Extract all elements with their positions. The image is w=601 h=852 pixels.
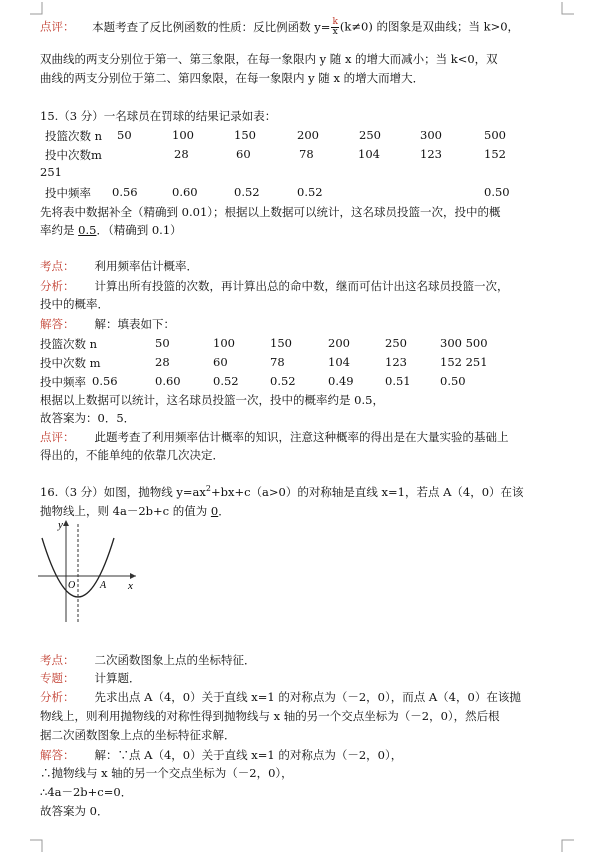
q15-cell: 123 [420, 147, 442, 161]
q15-cell: 500 [484, 128, 506, 142]
q16-final: 故答案为 0． [40, 804, 109, 818]
q16-line2: 抛物线上，则 4a－2b+c 的值为 0． [40, 504, 230, 518]
q15-cell: 60 [236, 147, 251, 161]
q15-t2-cell: 0.52 [213, 374, 239, 388]
q16-jieda-line1: 解答： 解：∵点 A（4，0）关于直线 x=1 的对称点为（－2，0）， [40, 748, 403, 762]
p14-comment-line2: 双曲线的两支分别位于第一、第三象限，在每一象限内 y 随 x 的增大而减小；当 k<0，双 [40, 52, 498, 66]
crop-mark-bottom-right [560, 838, 574, 852]
q16-title: 16.（3 分）如图，抛物线 $y=ax^2+bx+c(a>0)$的对称轴是直线 x=1，若点 A（4，0）在该 [40, 484, 524, 499]
q15-t2-cell: 78 [270, 355, 285, 369]
point-a-label: A [100, 580, 107, 591]
q15-cell: 0.60 [172, 185, 198, 199]
q15-t2-cell: 50 [155, 336, 170, 350]
q15-cell: 0.52 [297, 185, 323, 199]
q15-t2-cell: 0.50 [440, 374, 466, 388]
origin-label: O [68, 580, 76, 591]
q16-zhuanti: 专题： 计算题． [40, 671, 141, 685]
q16-jieda-line2: ∴抛物线与 x 轴的另一个交点坐标为（－2，0）， [40, 766, 293, 780]
q15-t2-cell: 28 [155, 355, 170, 369]
q16-fenxi-line3: 据二次函数图象上点的坐标特征求解． [40, 728, 236, 742]
q15-final: 故答案为：0．5． [40, 411, 136, 425]
q15-cell: 104 [358, 147, 380, 161]
q15-kaodian: 考点： 利用频率估计概率． [40, 259, 198, 273]
q15-t2-cell: 0.49 [328, 374, 354, 388]
y-axis-label: y [58, 519, 63, 531]
q15-answer: 0.5 [78, 223, 97, 237]
q15-t2-cell: 150 [270, 336, 292, 350]
q15-row2-label: 投中次数m [45, 148, 102, 162]
q15-row3-label: 投中频率 [45, 186, 91, 200]
x-axis-label: x [128, 580, 133, 592]
q15-conclusion: 根据以上数据可以统计，这名球员投篮一次，投中的概率约是 0.5， [40, 393, 384, 407]
q15-t2-cell: 200 [328, 336, 350, 350]
q15-instruction-line2: 率约是 0.5．（精确到 0.1） [40, 223, 182, 237]
q16-fenxi-line1: 分析： 先求出点 A（4，0）关于直线 x=1 的对称点为（－2，0），而点 A（4，0）在该抛 [40, 690, 521, 704]
p14-comment-line3: 曲线的两支分别位于第二、第四象限，在每一象限内 y 随 x 的增大而增大． [40, 71, 425, 85]
x-axis-arrow [130, 573, 136, 579]
q15-fenxi-line2: 投中的概率． [40, 297, 109, 311]
q15-t2-cell: 152 251 [440, 355, 488, 369]
q15-t2-row1-label: 投篮次数 n [40, 337, 98, 351]
y-axis-arrow [63, 520, 69, 526]
q15-t2-cell: 0.51 [385, 374, 411, 388]
q16-answer: 0 [210, 504, 219, 518]
q15-instruction-line1: 先将表中数据补全（精确到 0.01）；根据以上数据可以统计，这名球员投篮一次，投中的概 [40, 205, 501, 219]
q15-dianping-line2: 得出的，不能单纯的依靠几次决定． [40, 448, 224, 462]
label-dianping: 点评： [40, 19, 75, 34]
q15-title: 15.（3 分）一名球员在罚球的结果记录如表： [40, 109, 277, 123]
q15-cell: 300 [420, 128, 442, 142]
q15-cell: 200 [297, 128, 319, 142]
q16-fenxi-line2: 物线上，则利用抛物线的对称性得到抛物线与 x 轴的另一个交点坐标为（－2，0），然后根 [40, 709, 500, 723]
q15-cell: 0.52 [234, 185, 260, 199]
q15-cell: 0.50 [484, 185, 510, 199]
q15-t2-cell: 104 [328, 355, 350, 369]
q15-t2-cell: 0.52 [270, 374, 296, 388]
q15-cell-wrap: 251 [40, 165, 62, 179]
q15-t2-cell: 100 [213, 336, 235, 350]
crop-mark-bottom-left [30, 838, 44, 852]
q16-jieda-line3: ∴4a－2b+c=0． [40, 785, 133, 799]
crop-mark-top-left [30, 2, 44, 16]
q15-cell: 78 [299, 147, 314, 161]
q15-t2-cell: 60 [213, 355, 228, 369]
fraction-k-over-x: $\frac{k}{x}$ [332, 17, 338, 37]
q15-t2-cell: 250 [385, 336, 407, 350]
q15-cell: 100 [172, 128, 194, 142]
q16-kaodian: 考点： 二次函数图象上点的坐标特征． [40, 653, 256, 667]
q15-t2-cell: 0.60 [155, 374, 181, 388]
crop-mark-top-right [560, 2, 574, 16]
p14-comment-line1: 点评： 本题考查了反比例函数的性质：反比例函数 y= $\frac{k}{x}$ (k≠0) 的图象是双曲线；当 k>0， [40, 17, 520, 37]
q15-row1-label: 投篮次数 n [45, 129, 103, 143]
q15-t2-cell: 123 [385, 355, 407, 369]
q15-cell: 50 [117, 128, 132, 142]
q15-cell: 28 [174, 147, 189, 161]
q16-parabola-graph [36, 516, 146, 626]
q15-cell: 250 [359, 128, 381, 142]
q15-t2-row3-label: 投中频率 [40, 375, 86, 389]
q15-fenxi-line1: 分析： 计算出所有投篮的次数，再计算出总的命中数，继而可估计出这名球员投篮一次， [40, 279, 509, 293]
q15-cell: 152 [484, 147, 506, 161]
q15-dianping-line1: 点评： 此题考查了利用频率估计概率的知识，注意这种概率的得出是在大量实验的基础上 [40, 430, 509, 444]
q15-cell: 150 [234, 128, 256, 142]
q15-cell: 0.56 [112, 185, 138, 199]
q15-t2-cell: 0.56 [92, 374, 118, 388]
q15-t2-row2-label: 投中次数 m [40, 356, 101, 370]
q15-t2-cell: 300 500 [440, 336, 488, 350]
q15-jieda: 解答： 解：填表如下： [40, 317, 175, 331]
